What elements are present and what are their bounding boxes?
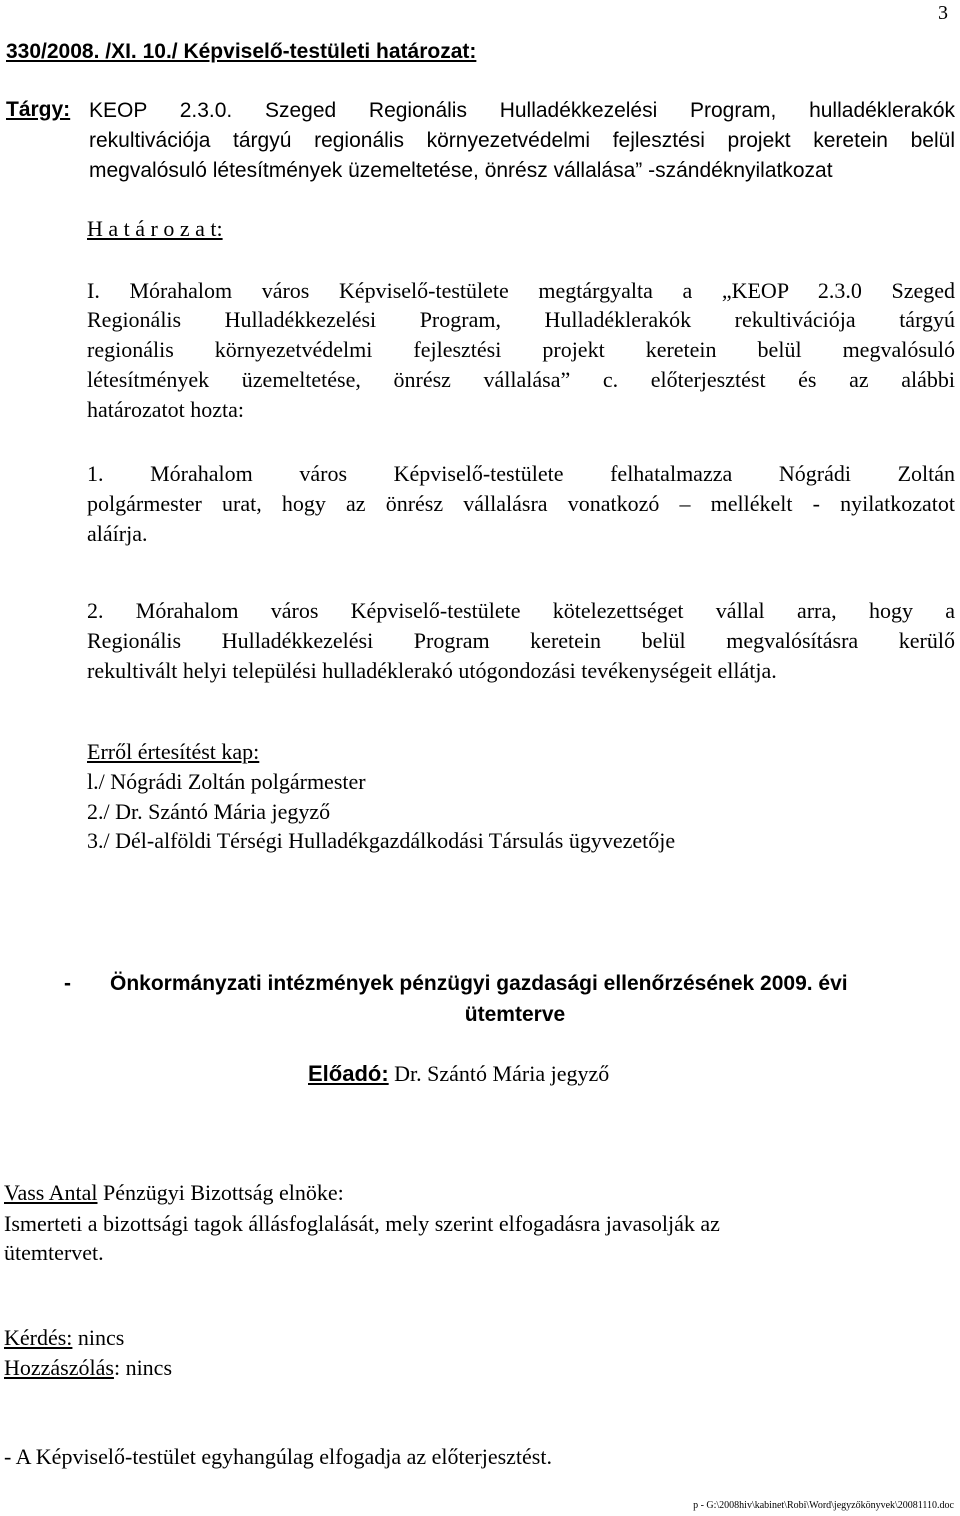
questions-label: Kérdés: (4, 1325, 73, 1350)
footer-file-path: p - G:\2008hiv\kabinet\Robi\Word\jegyzőkönyvek\20081110.doc (693, 1500, 954, 1511)
agenda-title-line-1: Önkormányzati intézmények pénzügyi gazdasági ellenőrzésének 2009. évi (110, 972, 848, 995)
comments-row (4, 1355, 172, 1381)
point-1-line-3: aláírja. (87, 521, 148, 546)
part-i-line-4: létesítmények üzemeltetése, önrész vállalása” c. előterjesztést és az alábbi (87, 367, 955, 392)
subject-line-3: megvalósuló létesítmények üzemeltetése, önrész vállalása” -szándéknyilatkozat (89, 159, 833, 182)
point-1-line-2: polgármester urat, hogy az önrész vállalásra vonatkozó – mellékelt - nyilatkozatot (87, 491, 955, 516)
notify-item-3: 3./ Dél-alföldi Térségi Hulladékgazdálkodási Társulás ügyvezetője (87, 828, 676, 853)
speaker-role: Pénzügyi Bizottság elnöke: (103, 1180, 344, 1205)
presenter-line (308, 1061, 609, 1087)
agenda-title-line-2: ütemterve (464, 1003, 566, 1026)
questions-row (4, 1325, 124, 1351)
notify-item-1: l./ Nógrádi Zoltán polgármester (87, 769, 366, 794)
questions-value: nincs (77, 1325, 125, 1350)
part-i-line-1: I. Mórahalom város Képviselő-testülete megtárgyalta a „KEOP 2.3.0 Szeged (87, 278, 955, 303)
committee-line-1: Ismerteti a bizottsági tagok állásfoglalását, mely szerint elfogadásra javasolják az (4, 1211, 720, 1236)
conclusion: - A Képviselő-testület egyhangúlag elfogadja az előterjesztést. (4, 1444, 552, 1469)
part-i-line-3: regionális környezetvédelmi fejlesztési projekt keretein belül megvalósuló (87, 337, 955, 362)
part-i-line-5: határozatot hozta: (87, 397, 244, 422)
notify-item-2: 2./ Dr. Szántó Mária jegyző (87, 799, 331, 824)
subject-line-2: rekultivációja tárgyú regionális környezetvédelmi fejlesztési projekt keretein belül (89, 129, 955, 152)
point-2-line-2: Regionális Hulladékkezelési Program keretein belül megvalósításra kerülő (87, 628, 955, 653)
point-1-line-1: 1. Mórahalom város Képviselő-testülete felhatalmazza Nógrádi Zoltán (87, 461, 955, 486)
resolution-heading: H a t á r o z a t: (87, 216, 223, 241)
presenter-name: Dr. Szántó Mária jegyző (394, 1061, 610, 1086)
notify-heading: Erről értesítést kap: (87, 739, 260, 764)
comments-value: : nincs (113, 1355, 173, 1380)
point-2-line-3: rekultivált helyi települési hulladéklerakó utógondozási tevékenységeit ellátja. (87, 658, 777, 683)
decision-title: 330/2008. /XI. 10./ Képviselő-testületi határozat: (6, 40, 477, 63)
speaker-name: Vass Antal (4, 1180, 98, 1205)
presenter-label: Előadó: (308, 1061, 389, 1086)
committee-speaker (4, 1180, 344, 1206)
page-number: 3 (938, 2, 948, 24)
subject-label: Tárgy: (6, 98, 71, 121)
point-2-line-1: 2. Mórahalom város Képviselő-testülete kötelezettséget vállal arra, hogy a (87, 598, 955, 623)
comments-label: Hozzászólás (4, 1355, 114, 1380)
subject-line-1: KEOP 2.3.0. Szeged Regionális Hulladékkezelési Program, hulladéklerakók (89, 99, 955, 122)
committee-line-2: ütemtervet. (4, 1240, 104, 1265)
part-i-line-2: Regionális Hulladékkezelési Program, Hulladéklerakók rekultivációja tárgyú (87, 307, 955, 332)
agenda-dash: - (64, 972, 71, 995)
